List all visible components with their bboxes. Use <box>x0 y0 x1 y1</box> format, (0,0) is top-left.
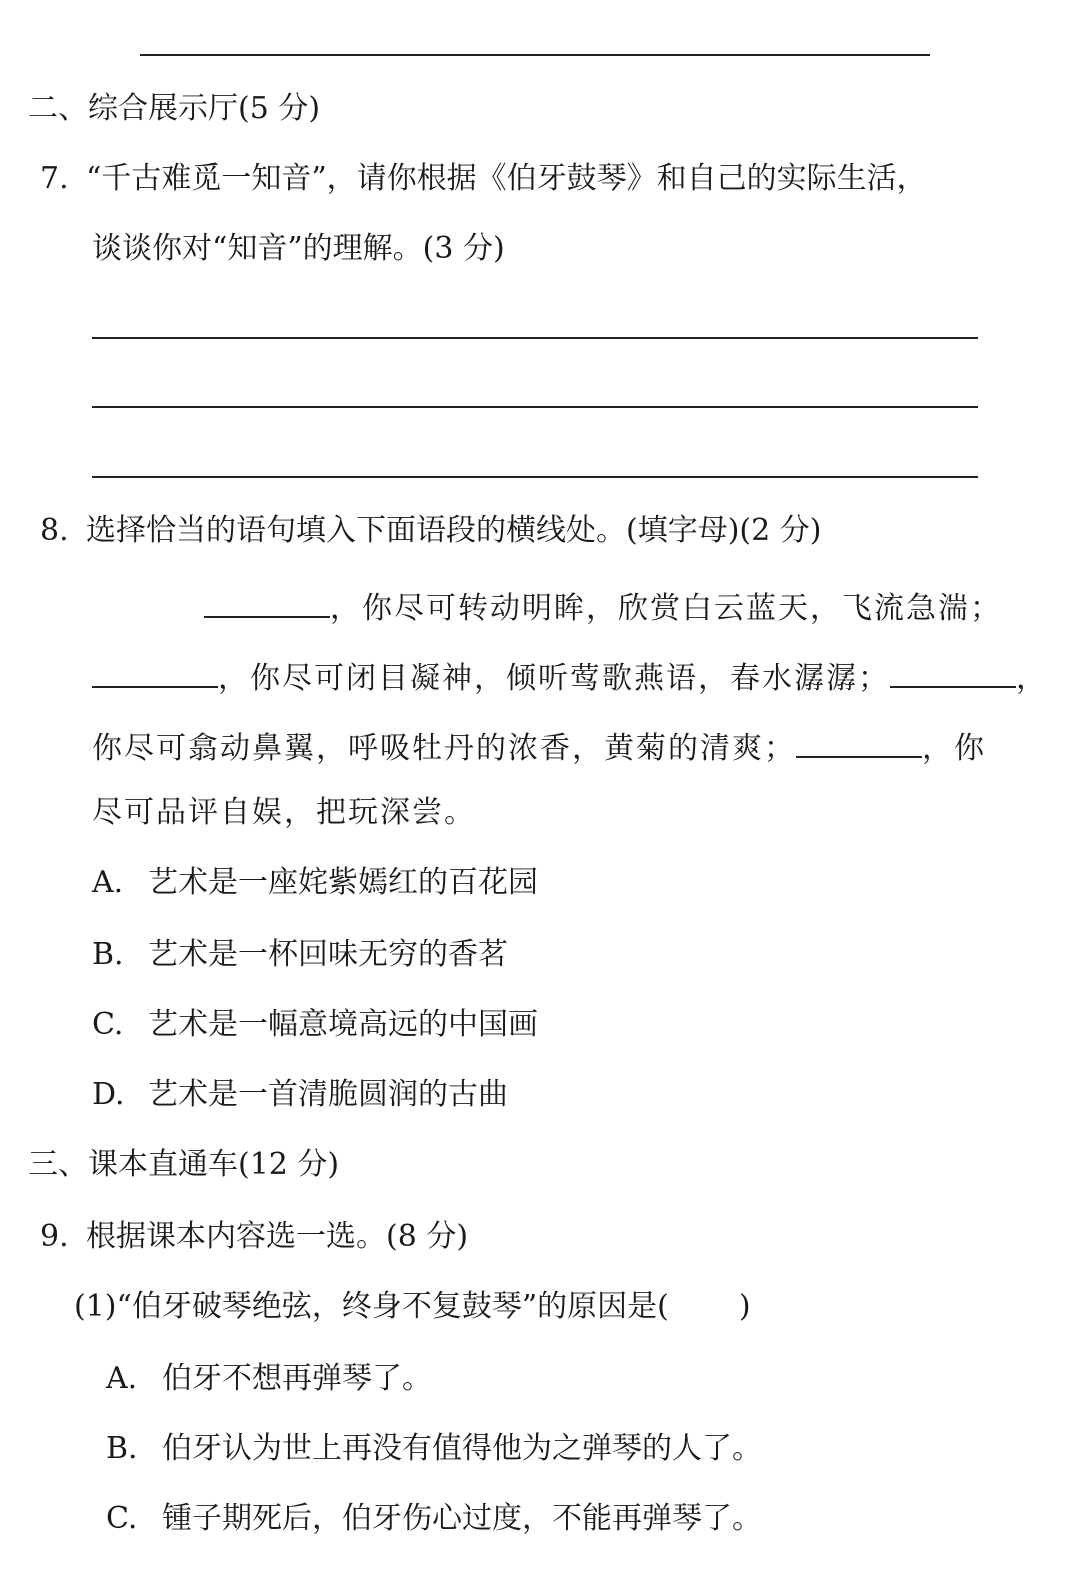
passage-text-2a: ，你尽可闭目凝神，倾听莺歌燕语，春水潺潺； <box>218 661 890 696</box>
sub1-option-b[interactable] <box>106 1431 762 1466</box>
passage-text-3a: 你尽可翕动鼻翼，呼吸牡丹的浓香，黄菊的清爽； <box>92 731 796 766</box>
fill-blank-2[interactable] <box>92 658 218 688</box>
option-text: 伯牙认为世上再没有值得他为之弹琴的人了。 <box>162 1431 762 1466</box>
option-text: 艺术是一幅意境高远的中国画 <box>148 1007 538 1042</box>
option-label: B. <box>92 937 124 972</box>
sub1-option-a[interactable] <box>106 1361 432 1396</box>
subquestion-1-close: ) <box>738 1289 751 1324</box>
question-9-prompt: 根据课本内容选一选。(8 分) <box>86 1219 469 1254</box>
question-7-number: 7. <box>40 161 69 196</box>
option-text: 艺术是一座姹紫嫣红的百花园 <box>148 865 538 900</box>
subquestion-1-label: (1) <box>74 1289 117 1324</box>
passage-text-3b: ，你 <box>922 731 986 766</box>
subquestion-1-stem: “伯牙破琴绝弦，终身不复鼓琴”的原因是( <box>116 1289 669 1324</box>
option-label: C. <box>92 1007 124 1042</box>
passage-line-3 <box>92 728 986 764</box>
option-text: 伯牙不想再弹琴了。 <box>162 1361 432 1396</box>
header-rule <box>140 54 930 56</box>
subquestion-1 <box>74 1289 751 1324</box>
question-9 <box>40 1219 469 1254</box>
option-d[interactable] <box>92 1077 508 1112</box>
passage-text-1: ，你尽可转动明眸，欣赏白云蓝天，飞流急湍； <box>330 591 1002 626</box>
option-label: A. <box>106 1361 138 1396</box>
fill-blank-3[interactable] <box>890 658 1016 688</box>
sub1-option-c[interactable] <box>106 1501 762 1536</box>
passage-line-1 <box>204 588 1002 624</box>
option-label: A. <box>92 865 124 900</box>
answer-line-1[interactable] <box>92 337 978 339</box>
option-a[interactable] <box>92 865 538 900</box>
question-9-number: 9. <box>40 1219 69 1254</box>
option-label: C. <box>106 1501 138 1536</box>
question-8-number: 8. <box>40 513 69 548</box>
option-text: 艺术是一杯回味无穷的香茗 <box>148 937 508 972</box>
question-7-line1: “千古难觅一知音”，请你根据《伯牙鼓琴》和自己的实际生活， <box>86 161 927 196</box>
option-text: 艺术是一首清脆圆润的古曲 <box>148 1077 508 1112</box>
question-7 <box>40 161 927 196</box>
section-2-heading: 二、综合展示厅(5 分) <box>28 91 321 126</box>
option-c[interactable] <box>92 1007 538 1042</box>
section-3-heading: 三、课本直通车(12 分) <box>28 1147 340 1182</box>
answer-line-3[interactable] <box>92 476 978 478</box>
question-8 <box>40 513 822 548</box>
option-label: D. <box>92 1077 125 1112</box>
passage-text-2b: ， <box>1016 661 1048 696</box>
option-b[interactable] <box>92 937 508 972</box>
fill-blank-1[interactable] <box>204 588 330 618</box>
answer-line-2[interactable] <box>92 406 978 408</box>
question-8-prompt: 选择恰当的语句填入下面语段的横线处。(填字母)(2 分) <box>86 513 822 548</box>
option-label: B. <box>106 1431 138 1466</box>
option-text: 锺子期死后，伯牙伤心过度，不能再弹琴了。 <box>162 1501 762 1536</box>
question-7-line2: 谈谈你对“知音”的理解。(3 分) <box>92 231 505 266</box>
passage-line-2 <box>92 658 1048 694</box>
fill-blank-4[interactable] <box>796 728 922 758</box>
passage-line-4: 尽可品评自娱，把玩深尝。 <box>92 795 476 830</box>
